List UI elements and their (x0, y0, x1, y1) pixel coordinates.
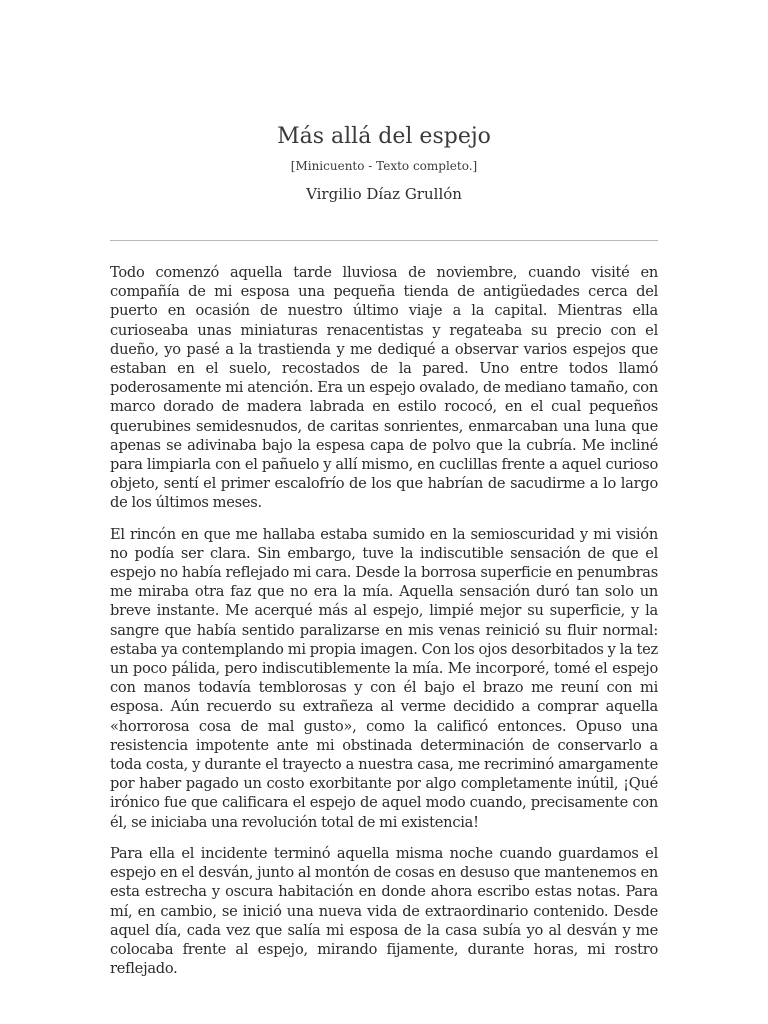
paragraph-2: El rincón en que me hallaba estaba sumido en la semioscuridad y mi visión no podía ser clara. Sin embargo, tuve la indiscutible sensación de que el espejo no había reflejado mi cara. Desde la borrosa superficie en penumbras me miraba otra faz que no era la mía. Aquella sensación duró tan solo un breve instante. Me acerqué más al espejo, limpié mejor su superficie, y la sangre que había sentido paralizarse en mis venas reinició su fluir normal: estaba ya contemplando mi propia imagen. Con los ojos desorbitados y la tez un poco pálida, pero indiscutiblemente la mía. Me incorporé, tomé el espejo con manos todavía temblorosas y con él bajo el brazo me reuní con mi esposa. Aún recuerdo su extrañeza al verme decidido a comprar aquella «horrorosa cosa de mal gusto», como la calificó entonces. Opuso una resistencia impotente ante mi obstinada determinación de conservarlo a toda costa, y durante el trayecto a nuestra casa, me recriminó amargamente por haber pagado un costo exorbitante por algo completamente inútil, ¡Qué irónico fue que calificara el espejo de aquel modo cuando, precisamente con él, se iniciaba una revolución total de mi existencia! (110, 525, 658, 831)
story-title: Más allá del espejo (277, 124, 491, 149)
story-body (110, 263, 658, 990)
paragraph-1: Todo comenzó aquella tarde lluviosa de noviembre, cuando visité en compañía de mi esposa una pequeña tienda de antigüedades cerca del puerto en ocasión de nuestro último viaje a la capital. Mientras ella curioseaba unas miniaturas renacentistas y regateaba su precio con el dueño, yo pasé a la trastienda y me dediqué a observar varios espejos que estaban en el suelo, recostados de la pared. Uno entre todos llamó poderosamente mi atención. Era un espejo ovalado, de mediano tamaño, con marco dorado de madera labrada en estilo rococó, en el cual pequeños querubines semidesnudos, de caritas sonrientes, enmarcaban una luna que apenas se adivinaba bajo la espesa capa de polvo que la cubría. Me incliné para limpiarla con el pañuelo y allí mismo, en cuclillas frente a aquel curioso objeto, sentí el primer escalofrío de los que habrían de sacudirme a lo largo de los últimos meses. (110, 264, 658, 512)
story-author: Virgilio Díaz Grullón (306, 185, 462, 203)
header-divider (110, 240, 658, 241)
paragraph-3: Para ella el incidente terminó aquella misma noche cuando guardamos el espejo en el desván, junto al montón de cosas en desuso que mantenemos en esta estrecha y oscura habitación en donde ahora escribo estas notas. Para mí, en cambio, se inició una nueva vida de extraordinario contenido. Desde aquel día, cada vez que salía mi esposa de la casa subía yo al desván y me colocaba frente al espejo, mirando fijamente, durante horas, mi rostro reflejado. (110, 844, 658, 978)
story-subtitle: [Minicuento - Texto completo.] (290, 159, 478, 173)
